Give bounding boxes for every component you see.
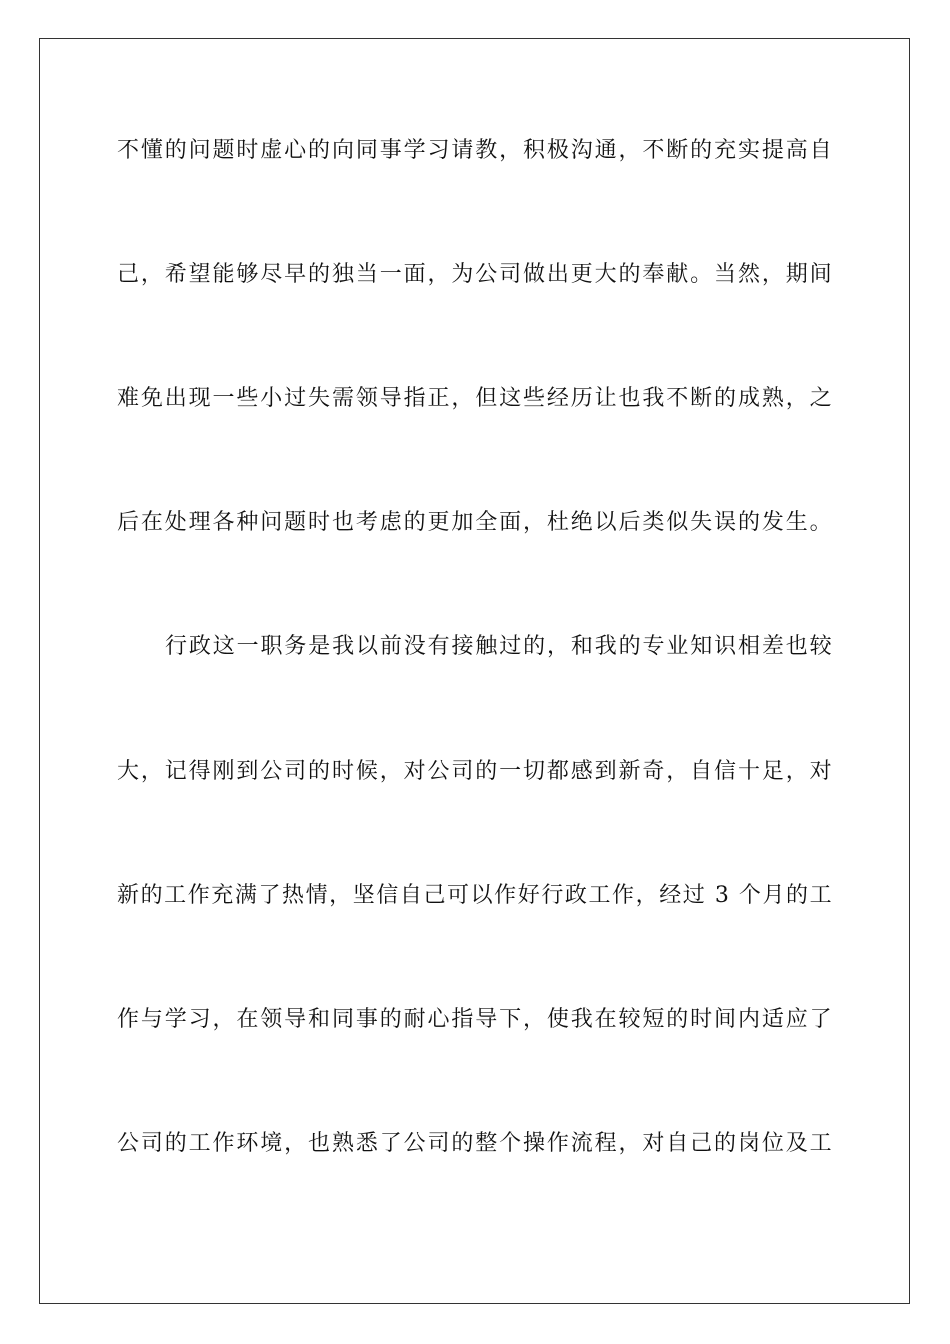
page-frame: [39, 38, 910, 1304]
text-line-8: 作与学习，在领导和同事的耐心指导下，使我在较短的时间内适应了: [117, 1007, 833, 1032]
text-line-2: 己，希望能够尽早的独当一面，为公司做出更大的奉献。当然，期间: [117, 262, 833, 287]
text-line-9: 公司的工作环境，也熟悉了公司的整个操作流程，对自己的岗位及工: [117, 1131, 833, 1156]
text-line-4: 后在处理各种问题时也考虑的更加全面，杜绝以后类似失误的发生。: [117, 510, 833, 535]
text-line-3: 难免出现一些小过失需领导指正，但这些经历让也我不断的成熟，之: [117, 386, 833, 411]
text-line-6: 大，记得刚到公司的时候，对公司的一切都感到新奇，自信十足，对: [117, 759, 833, 784]
text-line-1: 不懂的问题时虚心的向同事学习请教，积极沟通，不断的充实提高自: [117, 138, 833, 163]
paragraph-2-first-line: 行政这一职务是我以前没有接触过的，和我的专业知识相差也较: [165, 634, 833, 659]
text-line-7: 新的工作充满了热情，坚信自己可以作好行政工作，经过 3 个月的工: [117, 883, 833, 908]
